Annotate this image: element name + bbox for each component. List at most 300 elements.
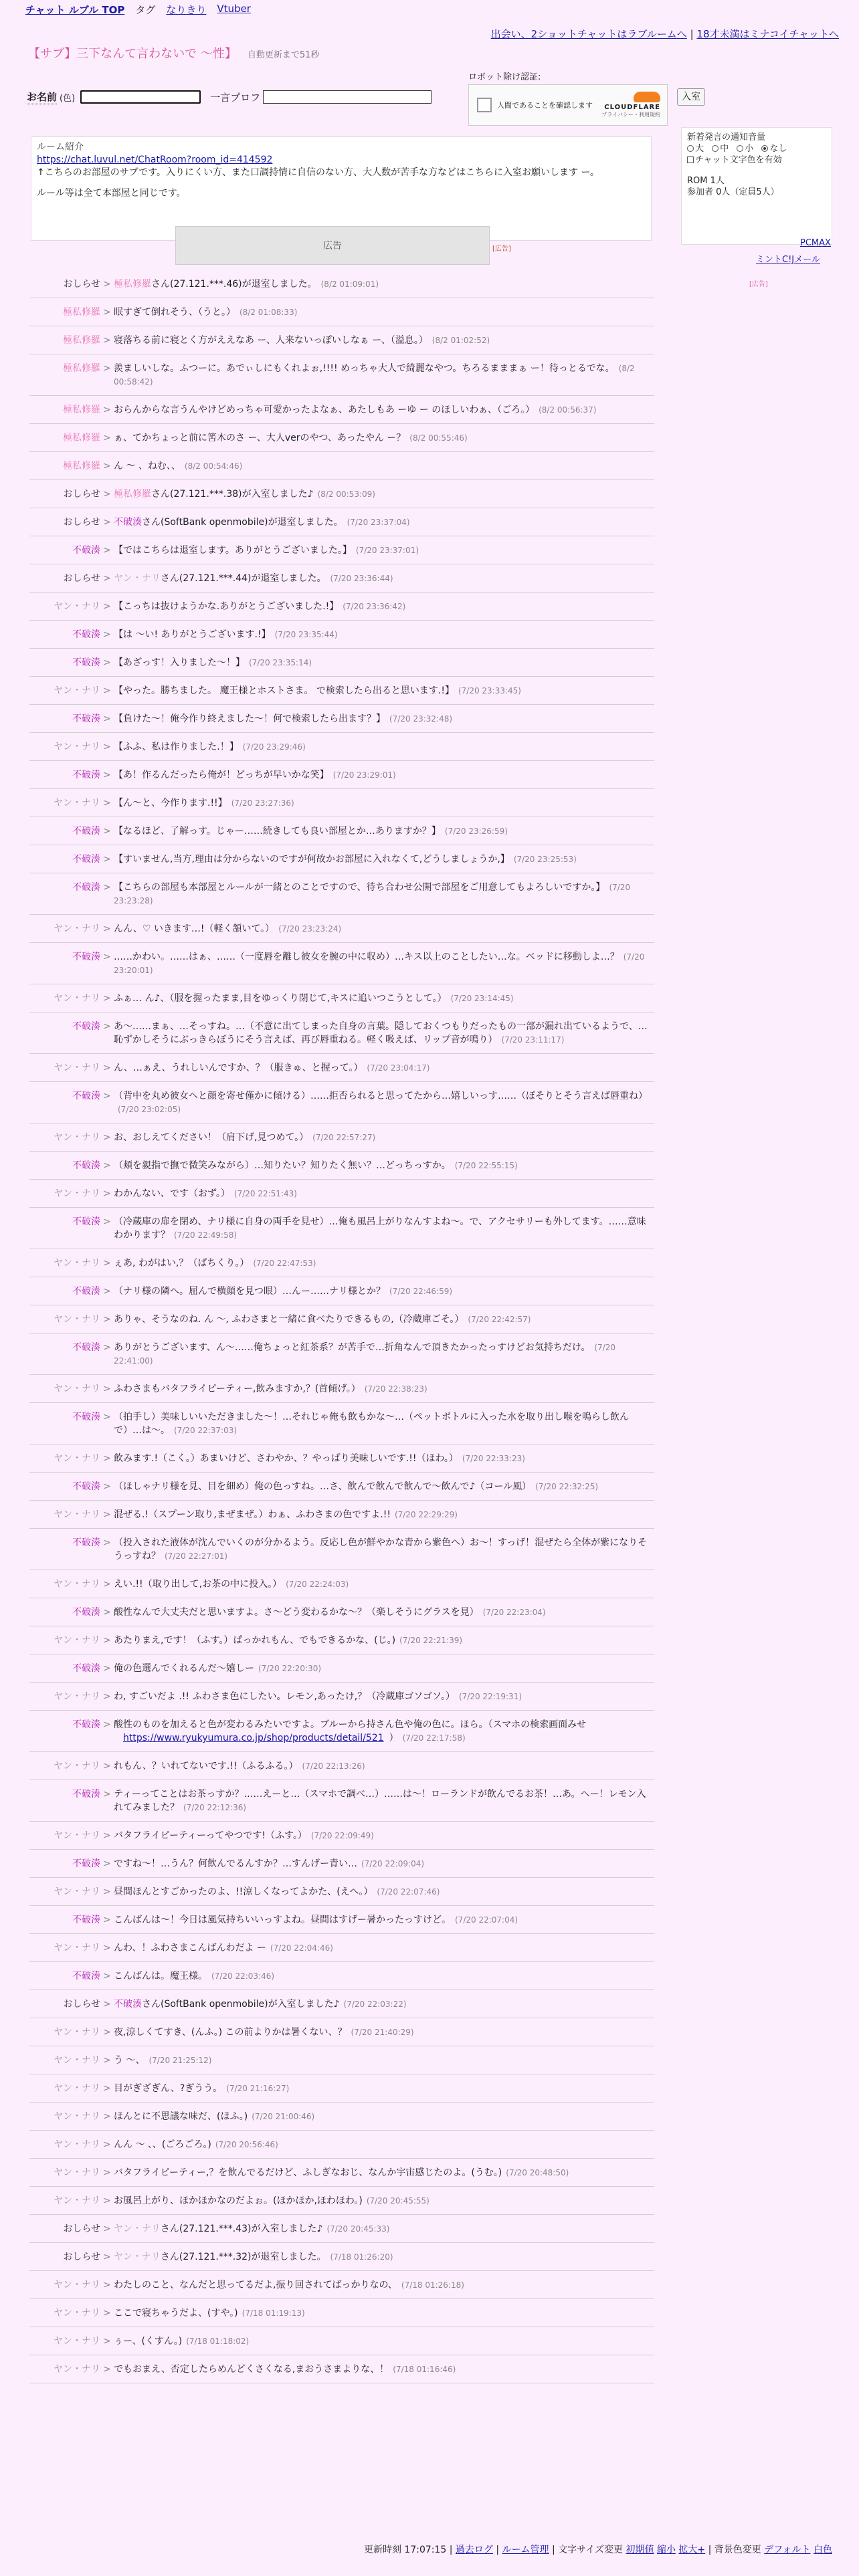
speaker-name[interactable]: 不破湊 — [72, 1091, 100, 1101]
minakoi-link[interactable]: 18才未満はミナコイチャットへ — [696, 28, 839, 40]
message-timestamp: (7/20 22:33:23) — [462, 1454, 525, 1463]
reply-arrow-icon[interactable]: > — [103, 2167, 111, 2178]
speaker-name[interactable]: 不破湊 — [72, 1342, 100, 1353]
reply-arrow-icon[interactable]: > — [103, 1789, 111, 1800]
reply-arrow-icon[interactable]: > — [103, 854, 111, 865]
message-text: さん(27.121.***.46)が退室しました。 — [151, 279, 317, 290]
message-text: 【ふふ、私は作りました.！】 — [114, 742, 239, 752]
chat-message — [29, 1305, 654, 1333]
system-notice — [29, 270, 654, 298]
reply-arrow-icon[interactable]: > — [103, 1216, 111, 1227]
message-text: さん(27.121.***.38)が入室しました♪ — [151, 489, 314, 500]
reply-arrow-icon[interactable]: > — [103, 1412, 111, 1422]
message-text: 目がぎざぎん、?ぎうう。 — [114, 2083, 223, 2094]
speaker-name[interactable]: ヤン・ナリ — [54, 2280, 100, 2290]
chat-message — [29, 1403, 654, 1444]
reply-arrow-icon[interactable]: > — [103, 1021, 111, 1032]
message-text: でもおまえ、否定したらめんどくさくなる,まおうさまよりな、！ — [114, 2364, 389, 2375]
reply-arrow-icon[interactable]: > — [103, 1509, 111, 1520]
chat-message — [29, 2131, 654, 2159]
message-timestamp: (7/20 23:23:28) — [114, 883, 631, 905]
message-text: ティーってことはお茶っすか？……えーと…（スマホで調べ…）……は〜！ローランドが飲んでるお茶！…あ。へー！レモン入れてみました？ — [114, 1789, 646, 1813]
message-text: 【こっちは抜けようかな.ありがとうございました.!】 — [114, 601, 339, 612]
reply-arrow-icon[interactable]: > — [103, 517, 111, 528]
speaker-name[interactable]: 極私修羅 — [63, 461, 100, 471]
reply-arrow-icon[interactable]: > — [103, 1915, 111, 1925]
system-notice — [29, 2215, 654, 2243]
speaker-name[interactable]: ヤン・ナリ — [54, 1188, 100, 1199]
message-body — [114, 1452, 654, 1465]
reply-arrow-icon[interactable]: > — [103, 882, 111, 893]
message-text: えい.!!（取り出して,お茶の中に投入。） — [114, 1579, 282, 1590]
speaker-name[interactable]: ヤン・ナリ — [54, 1063, 100, 1073]
notice-user: ヤン・ナリ — [114, 573, 161, 584]
message-timestamp: (7/18 01:19:13) — [242, 2309, 305, 2318]
speaker-name[interactable]: ヤン・ナリ — [54, 798, 100, 809]
reply-arrow-icon[interactable]: > — [103, 2055, 111, 2066]
reply-arrow-icon[interactable]: > — [103, 1719, 111, 1730]
message-text: う ～、 — [114, 2055, 145, 2066]
past-log-link[interactable]: 過去ログ — [455, 2545, 493, 2555]
message-body — [114, 431, 654, 445]
message-body — [114, 2110, 654, 2123]
reply-arrow-icon[interactable]: > — [103, 1761, 111, 1772]
bg-default-link[interactable]: デフォルト — [764, 2545, 811, 2555]
reply-arrow-icon[interactable]: > — [103, 2224, 111, 2234]
speaker-name[interactable]: ヤン・ナリ — [54, 2111, 100, 2122]
speaker-name[interactable]: ヤン・ナリ — [54, 1691, 100, 1702]
message-text: さん(27.121.***.43)が入室しました♪ — [160, 2224, 323, 2234]
chat-message — [29, 1208, 654, 1249]
message-text: 【は ～い! ありがとうございます.!】 — [114, 629, 271, 640]
reply-arrow-icon[interactable]: > — [103, 2364, 111, 2375]
speaker-name[interactable]: 不破湊 — [72, 826, 100, 837]
speaker-name[interactable]: ヤン・ナリ — [54, 1635, 100, 1646]
reply-arrow-icon[interactable]: > — [103, 405, 111, 415]
speaker-name[interactable]: ヤン・ナリ — [54, 1830, 100, 1841]
message-timestamp: (8/2 00:55:46) — [409, 433, 468, 443]
speaker-name[interactable]: ヤン・ナリ — [54, 1579, 100, 1590]
name-input[interactable] — [80, 90, 201, 104]
speaker-name[interactable]: 極私修羅 — [63, 335, 100, 346]
volume-large[interactable] — [687, 144, 706, 154]
reply-arrow-icon[interactable]: > — [103, 307, 111, 318]
message-body — [114, 1257, 654, 1270]
message-timestamp: (7/20 22:19:31) — [458, 1692, 522, 1701]
message-body — [114, 1508, 654, 1521]
chat-message — [29, 817, 654, 845]
message-text: さん(27.121.***.32)が退室しました。 — [160, 2252, 326, 2262]
reply-arrow-icon[interactable]: > — [103, 1481, 111, 1492]
message-body — [114, 2335, 654, 2348]
message-body — [114, 950, 654, 977]
chat-message — [29, 873, 654, 915]
checkbox-icon — [687, 156, 694, 163]
message-body — [114, 2026, 654, 2039]
message-text: んわ、！ふわさまこんばんわだよ ー — [114, 1943, 266, 1953]
speaker-name[interactable]: 不破湊 — [72, 545, 100, 556]
chat-message — [29, 1780, 654, 1822]
speaker-name[interactable]: ヤン・ナリ — [54, 1314, 100, 1325]
reply-arrow-icon[interactable]: > — [103, 1691, 111, 1702]
speaker-name[interactable]: 不破湊 — [72, 629, 100, 640]
speaker-name[interactable]: ヤン・ナリ — [54, 1453, 100, 1464]
notify-heading: 新着発言の通知音量 — [687, 132, 766, 142]
message-timestamp: (7/20 23:36:44) — [330, 574, 393, 583]
message-body — [114, 1662, 654, 1675]
bg-white-link[interactable]: 白色 — [814, 2545, 832, 2555]
reply-arrow-icon[interactable]: > — [103, 1160, 111, 1171]
chat-message — [29, 2018, 654, 2046]
speaker-name[interactable]: 極私修羅 — [63, 307, 100, 318]
speaker-name: おしらせ — [63, 489, 100, 500]
message-text: んん、♡ いきます…!（軽く頷いて。） — [114, 924, 275, 934]
speaker-name[interactable]: 不破湊 — [72, 952, 100, 962]
robot-label: ロボット除け認証: — [468, 72, 541, 82]
system-notice — [29, 2243, 654, 2271]
reply-arrow-icon[interactable]: > — [103, 742, 111, 752]
reply-arrow-icon[interactable]: > — [103, 1132, 111, 1143]
reply-arrow-icon[interactable]: > — [103, 1188, 111, 1199]
speaker-name[interactable]: ヤン・ナリ — [54, 1943, 100, 1953]
reply-arrow-icon[interactable]: > — [103, 1887, 111, 1897]
reply-arrow-icon[interactable]: > — [103, 2111, 111, 2122]
message-text-tail: ） — [389, 1733, 399, 1743]
speaker-name[interactable]: ヤン・ナリ — [54, 601, 100, 612]
reply-arrow-icon[interactable]: > — [103, 1579, 111, 1590]
speaker-name[interactable]: 不破湊 — [72, 1021, 100, 1032]
message-body — [114, 628, 654, 641]
message-timestamp: (8/2 01:02:52) — [432, 336, 490, 345]
volume-none[interactable] — [761, 144, 789, 154]
speaker-name[interactable]: ヤン・ナリ — [54, 2336, 100, 2347]
room-admin-link[interactable]: ルーム管理 — [502, 2545, 549, 2555]
message-link[interactable]: https://www.ryukyumura.co.jp/shop/products/detail/521 — [123, 1733, 384, 1743]
chat-message — [29, 1152, 654, 1180]
reply-arrow-icon[interactable]: > — [103, 2139, 111, 2150]
message-body — [114, 992, 654, 1005]
speaker-name[interactable]: ヤン・ナリ — [54, 2167, 100, 2178]
speaker-name[interactable]: 不破湊 — [72, 1216, 100, 1227]
message-timestamp: (7/20 22:13:26) — [302, 1761, 365, 1771]
chat-message — [29, 1962, 654, 1990]
message-text: 酸性なんで大丈夫だと思いますよ。さ〜どう変わるかな〜？（楽しそうにグラスを見） — [114, 1607, 479, 1618]
text-color-toggle[interactable] — [687, 154, 826, 166]
chat-message — [29, 326, 654, 354]
chat-message — [29, 1752, 654, 1780]
message-text: 寝落ちる前に寝とく方がええなあ ー、人来ないっぽいしなぁ ー、（溢息。） — [114, 335, 428, 346]
reply-arrow-icon[interactable]: > — [103, 1286, 111, 1297]
reply-arrow-icon[interactable]: > — [103, 1971, 111, 1981]
message-body — [114, 1998, 654, 2011]
message-timestamp: (8/2 00:56:37) — [539, 405, 597, 415]
nav-vtuber-link[interactable]: Vtuber — [217, 3, 251, 15]
speaker-name[interactable]: 不破湊 — [72, 1971, 100, 1981]
chat-message — [29, 915, 654, 943]
speaker-name[interactable]: 不破湊 — [72, 770, 100, 780]
speaker-name[interactable]: 不破湊 — [72, 1607, 100, 1618]
font-init-link[interactable]: 初期値 — [626, 2545, 654, 2555]
reply-arrow-icon[interactable]: > — [103, 2027, 111, 2038]
promo-separator: | — [686, 28, 697, 40]
reply-arrow-icon[interactable]: > — [103, 770, 111, 780]
reply-arrow-icon[interactable]: > — [103, 1635, 111, 1646]
message-timestamp: (7/20 22:09:49) — [310, 1831, 374, 1840]
speaker-name[interactable]: ヤン・ナリ — [54, 924, 100, 934]
reply-arrow-icon[interactable]: > — [103, 2195, 111, 2206]
speaker-name[interactable]: 不破湊 — [72, 1537, 100, 1548]
reply-arrow-icon[interactable]: > — [103, 657, 111, 668]
reply-arrow-icon[interactable]: > — [103, 433, 111, 443]
message-text: ぅー、(くすん。) — [114, 2336, 183, 2347]
reply-arrow-icon[interactable]: > — [103, 489, 111, 500]
message-body — [114, 2166, 654, 2179]
message-body — [114, 600, 654, 613]
message-text: 【あざっす！入りました〜！】 — [114, 657, 245, 668]
side-ad-label: [広告] — [749, 281, 768, 288]
speaker-name[interactable]: 不破湊 — [72, 1789, 100, 1800]
message-timestamp: (7/20 23:36:42) — [343, 602, 406, 611]
chat-message — [29, 649, 654, 677]
reply-arrow-icon[interactable]: > — [103, 2083, 111, 2094]
color-option[interactable]: (色) — [60, 93, 76, 104]
speaker-name[interactable]: 不破湊 — [72, 854, 100, 865]
notice-user: 極私修羅 — [114, 279, 151, 290]
reply-arrow-icon[interactable]: > — [103, 1063, 111, 1073]
message-body — [114, 1089, 654, 1116]
speaker-name[interactable]: ヤン・ナリ — [54, 1258, 100, 1269]
chat-message — [29, 1333, 654, 1375]
message-body — [114, 1159, 654, 1172]
chat-log — [29, 270, 654, 2383]
message-text: ぇあ, わがはい,？（ぱちくり。） — [114, 1258, 250, 1269]
reply-arrow-icon[interactable]: > — [103, 545, 111, 556]
nav-top-link[interactable]: チャット ルブル TOP — [25, 4, 125, 16]
speaker-name[interactable]: ヤン・ナリ — [54, 1384, 100, 1394]
speaker-name[interactable]: ヤン・ナリ — [54, 742, 100, 752]
captcha-checkbox[interactable] — [477, 98, 492, 112]
reply-arrow-icon[interactable]: > — [103, 1342, 111, 1353]
speaker-name[interactable]: ヤン・ナリ — [54, 2364, 100, 2375]
chat-message — [29, 2187, 654, 2215]
reply-arrow-icon[interactable]: > — [103, 714, 111, 724]
speaker-name[interactable]: 極私修羅 — [63, 363, 100, 374]
message-body — [114, 306, 654, 319]
reply-arrow-icon[interactable]: > — [103, 279, 111, 290]
volume-none-label: なし — [769, 144, 787, 154]
cloudflare-brand: CLOUDFLARE — [604, 104, 660, 111]
nav-narikiri-link[interactable]: なりきり — [166, 4, 207, 16]
system-notice — [29, 508, 654, 536]
reply-arrow-icon[interactable]: > — [103, 461, 111, 471]
speaker-name[interactable]: 不破湊 — [72, 1481, 100, 1492]
reply-arrow-icon[interactable]: > — [103, 2336, 111, 2347]
message-timestamp: (7/20 22:55:15) — [454, 1161, 518, 1170]
chat-message — [29, 1180, 654, 1208]
message-text: バタフライピーティーってやつです!（ふす。） — [114, 1830, 307, 1841]
profile-input[interactable] — [263, 90, 432, 104]
speaker-name[interactable]: 不破湊 — [72, 1858, 100, 1869]
reply-arrow-icon[interactable]: > — [103, 1999, 111, 2010]
speaker-name[interactable]: 不破湊 — [72, 1160, 100, 1171]
promo-links — [491, 27, 839, 41]
reply-arrow-icon[interactable]: > — [103, 2252, 111, 2262]
reply-arrow-icon[interactable]: > — [103, 1663, 111, 1674]
message-body — [114, 881, 654, 907]
speaker-name[interactable]: ヤン・ナリ — [54, 1887, 100, 1897]
reply-arrow-icon[interactable]: > — [103, 1258, 111, 1269]
message-timestamp: (7/20 22:07:04) — [455, 1915, 518, 1925]
reply-arrow-icon[interactable]: > — [103, 1830, 111, 1841]
speaker-name[interactable]: ヤン・ナリ — [54, 1761, 100, 1772]
message-timestamp: (7/20 23:25:53) — [513, 855, 577, 864]
chat-message — [29, 1529, 654, 1570]
speaker-name[interactable]: ヤン・ナリ — [54, 2083, 100, 2094]
message-text: （背中を丸め彼女へと顔を寄せ僅かに傾ける）……拒否られると思ってたから…嬉しいっす……（ぼそりとそう言えば唇重ね） — [114, 1091, 648, 1101]
reply-arrow-icon[interactable]: > — [103, 826, 111, 837]
message-body — [114, 656, 654, 669]
radio-icon — [687, 145, 694, 152]
speaker-name[interactable]: ヤン・ナリ — [54, 2308, 100, 2319]
message-text: 【負けた〜！俺今作り終えました〜！何で検索したら出ます？】 — [114, 714, 385, 724]
reply-arrow-icon[interactable]: > — [103, 924, 111, 934]
message-text: ん ～ 、ねむ、、 — [114, 461, 181, 471]
chat-message — [29, 298, 654, 326]
reply-arrow-icon[interactable]: > — [103, 363, 111, 374]
message-text: ん、…ぁえ、うれしいんですか、？（服きゅ、と握って。） — [114, 1063, 363, 1073]
love-room-link[interactable]: 出会い、2ショットチャットはラブルームへ — [490, 28, 687, 40]
message-text: （ほしゃナリ様を見、目を細め）俺の色っすね。…さ、飲んで飲んで飲んで〜飲んで♪（コール風） — [114, 1481, 532, 1492]
nav-tag-label: タグ — [135, 4, 156, 16]
speaker-name[interactable]: 不破湊 — [72, 1915, 100, 1925]
reply-arrow-icon[interactable]: > — [103, 685, 111, 696]
message-timestamp: (8/2 01:08:33) — [240, 308, 298, 317]
volume-medium[interactable] — [712, 144, 731, 154]
reply-arrow-icon[interactable]: > — [103, 1314, 111, 1325]
message-body — [114, 1969, 654, 1983]
reply-arrow-icon[interactable]: > — [103, 1943, 111, 1953]
chat-message — [29, 1878, 654, 1906]
pcmax-link[interactable]: PCMAX — [800, 238, 831, 248]
speaker-name[interactable]: 不破湊 — [72, 657, 100, 668]
message-text: さん(SoftBank openmobile)が入室しました♪ — [142, 1999, 340, 2010]
speaker-name[interactable]: 不破湊 — [72, 1663, 100, 1674]
speaker-name[interactable]: ヤン・ナリ — [54, 2055, 100, 2066]
speaker-name[interactable]: ヤン・ナリ — [54, 1132, 100, 1143]
font-shrink-link[interactable]: 縮小 — [656, 2545, 676, 2555]
message-text: ですね〜！…うん？何飲んでるんすか？…すんげー青い… — [114, 1858, 357, 1869]
message-text: （拍手し）美味しいいただきました〜！…それじゃ俺も飲もかな〜…（ペットボトルに入った水を取り出し喉を鳴らし飲んで）…は〜。 — [114, 1412, 629, 1436]
message-text: バタフライピーティー,？を飲んでるだけど、ふしぎなおじ、なんか宇宙感じたのよ。(うむ。) — [114, 2167, 502, 2178]
reply-arrow-icon[interactable]: > — [103, 1091, 111, 1101]
reply-arrow-icon[interactable]: > — [103, 1384, 111, 1394]
reply-arrow-icon[interactable]: > — [103, 629, 111, 640]
message-timestamp: (7/20 21:25:12) — [149, 2056, 212, 2065]
message-body — [114, 1215, 654, 1242]
speaker-name[interactable]: 不破湊 — [72, 1719, 100, 1730]
message-body — [114, 1690, 654, 1703]
main-room-link[interactable]: https://chat.luvul.net/ChatRoom?room_id=414592 — [37, 154, 273, 165]
speaker-name[interactable]: 不破湊 — [72, 882, 100, 893]
speaker-name[interactable]: 不破湊 — [72, 1286, 100, 1297]
speaker-name[interactable]: 極私修羅 — [63, 433, 100, 443]
message-text: （冷蔵庫の扉を閉め、ナリ様に自身の両手を見せ）…俺も風呂上がりなんすよね〜。で、アクセサリーも外してます。……意味わかります？ — [114, 1216, 646, 1241]
message-body — [114, 2250, 654, 2264]
volume-small-label: 小 — [745, 144, 754, 154]
reply-arrow-icon[interactable]: > — [103, 1537, 111, 1548]
speaker-name[interactable]: ヤン・ナリ — [54, 2195, 100, 2206]
message-timestamp: (7/20 20:45:33) — [326, 2224, 390, 2234]
mint-link[interactable]: ミントC!Jメール — [756, 255, 820, 265]
message-timestamp: (7/20 21:00:46) — [252, 2112, 315, 2121]
reply-arrow-icon[interactable]: > — [103, 573, 111, 584]
message-text: 【ん～と、今作ります.!!】 — [114, 798, 227, 809]
speaker-name[interactable]: ヤン・ナリ — [54, 1509, 100, 1520]
speaker-name[interactable]: 極私修羅 — [63, 405, 100, 415]
reply-arrow-icon[interactable]: > — [103, 601, 111, 612]
reply-arrow-icon[interactable]: > — [103, 335, 111, 346]
chat-message — [29, 2355, 654, 2383]
update-time: 更新時刻 17:07:15 — [363, 2545, 447, 2555]
message-timestamp: (7/20 22:20:30) — [258, 1664, 322, 1673]
message-text: 羨ましいしな。ふつーに。あでぃしにもくれよぉ,!!!! めっちゃ大人で綺麗なやつ。ちろるまままぁ ー！待っとるでな。 — [114, 363, 615, 374]
message-timestamp: (7/20 22:23:04) — [482, 1608, 546, 1617]
message-timestamp: (7/20 23:20:01) — [114, 952, 645, 975]
message-text: 【ではこちらは退室します。ありがとうございました。】 — [114, 545, 352, 556]
volume-small[interactable] — [737, 144, 756, 154]
message-timestamp: (7/20 23:27:36) — [231, 798, 294, 808]
reply-arrow-icon[interactable]: > — [103, 1453, 111, 1464]
chat-message — [29, 2074, 654, 2103]
reply-arrow-icon[interactable]: > — [103, 993, 111, 1004]
message-body — [114, 1788, 654, 1814]
chat-message — [29, 2299, 654, 2327]
chat-message — [29, 984, 654, 1012]
message-text: お、おしえてください！（肩下げ,見つめて。） — [114, 1132, 309, 1143]
speaker-name[interactable]: 不破湊 — [72, 714, 100, 724]
message-body — [114, 334, 654, 347]
chat-message — [29, 621, 654, 649]
reply-arrow-icon[interactable]: > — [103, 2308, 111, 2319]
message-body — [114, 572, 654, 585]
chat-message — [29, 1501, 654, 1529]
chat-message — [29, 761, 654, 789]
message-timestamp: (7/20 22:04:46) — [270, 1943, 333, 1953]
message-timestamp: (7/20 23:35:44) — [274, 630, 338, 639]
speaker-name[interactable]: ヤン・ナリ — [54, 993, 100, 1004]
speaker-name[interactable]: 不破湊 — [72, 1412, 100, 1422]
cloudflare-sub[interactable]: プライバシー・利用規約 — [601, 112, 660, 118]
message-body — [114, 1382, 654, 1396]
speaker-name[interactable]: ヤン・ナリ — [54, 685, 100, 696]
speaker-name[interactable]: ヤン・ナリ — [54, 2027, 100, 2038]
reply-arrow-icon[interactable]: > — [103, 952, 111, 962]
notice-user: ヤン・ナリ — [114, 2224, 161, 2234]
ad-banner[interactable] — [175, 226, 490, 265]
reply-arrow-icon[interactable]: > — [103, 1858, 111, 1869]
message-body — [114, 2306, 654, 2320]
captcha-widget — [468, 84, 668, 126]
reply-arrow-icon[interactable]: > — [103, 2280, 111, 2290]
message-timestamp: (7/18 01:26:18) — [401, 2280, 464, 2290]
enter-button[interactable]: 入室 — [677, 88, 705, 106]
reply-arrow-icon[interactable]: > — [103, 798, 111, 809]
message-body — [114, 2194, 654, 2208]
reply-arrow-icon[interactable]: > — [103, 1607, 111, 1618]
speaker-name[interactable]: ヤン・ナリ — [54, 2139, 100, 2150]
message-text: わたしのこと、なんだと思ってるだよ,振り回されてばっかりなの、 — [114, 2280, 397, 2290]
font-grow-link[interactable]: 拡大+ — [678, 2545, 706, 2555]
